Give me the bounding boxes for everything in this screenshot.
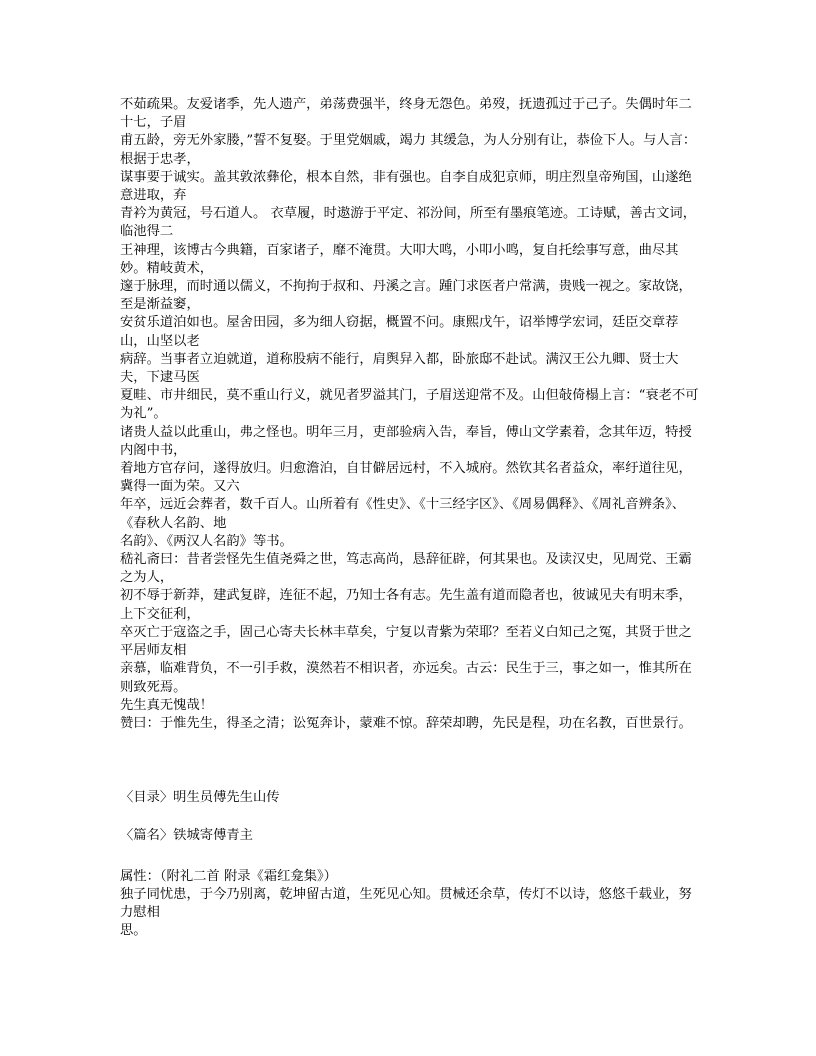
body-line: 卒灭亡于寇盗之手，固己心寄夫长林丰草矣，宁复以青紫为荣耶？至若义白知己之冤，其贤于世之平居师友相	[120, 624, 692, 659]
poem-line: 思。	[120, 923, 147, 939]
body-line: 青衿为黄冠，号石道人。 衣草履，时遨游于平定、祁汾间，所至有墨痕笔迹。工诗赋，善古文词，临池得二	[120, 206, 696, 240]
document-page	[120, 96, 700, 940]
body-line: 病辞。当事者立迫就道，道称股病不能行，肩舆舁入都，卧旅邸不赴试。满汉王公九卿、贤士大夫，下逮马医	[120, 351, 679, 386]
poem-line: 独子同忧患，于今乃别离，乾坤留古道，生死见心知。贯械还余草，传灯不以诗，悠悠千载业，努力慰相	[120, 886, 692, 920]
body-line: 不茹疏果。友爱诸季，先人遗产，弟荡费强半，终身无怨色。弟歿，抚遗孤过于己子。失偶时年二十七，子眉	[120, 97, 692, 131]
body-line: 名韵》、《两汉人名韵》等书。	[120, 533, 293, 549]
body-line: 赞曰：于惟先生，得圣之清；讼冤奔讣，蒙难不惊。辞荣却聘，先民是程，功在名教，百世景行。	[120, 715, 692, 731]
body-line: 嵇礼斋曰：昔者尝怪先生值尧舜之世，笃志高尚，恳辞征辟，何其果也。及读汉史，见周党、王霸之为人，	[120, 552, 692, 586]
body-line: 甫五龄，旁无外家媵，”誓不复娶。于里党姻戚，竭力 其缓急，为人分别有让，恭俭下人。与人言：根据于忠孝，	[120, 133, 697, 167]
body-line: 先生真无愧哉！	[120, 697, 214, 713]
body-line: 着地方官存问，遂得放归。归愈澹泊，自甘僻居远村，不入城府。然钦其名者益众，率纡道往见，冀得一面为荣。又六	[120, 461, 692, 495]
body-line: 夏畦、市井细民，莫不重山行义，就见者罗溢其门，子眉送迎常不及。山但敧倚榻上言：“衰老不可为礼”。	[120, 388, 699, 422]
body-line: 诸贵人益以此重山，弗之怪也。明年三月，吏部验病入告，奉旨，傅山文学素着，念其年迈，特授内阁中书，	[120, 424, 692, 458]
body-line: 年卒，远近会葬者，数千百人。山所着有《性史》、《十三经字区》、《周易偶释》、《周礼音辨条》、《春秋人名韵、地	[120, 497, 686, 531]
body-line: 初不辱于新莽，建武复辟，连征不起，乃知士各有志。先生盖有道而隐者也，彼诚见夫有明末季，上下交征利，	[120, 588, 692, 622]
biography-body	[120, 96, 700, 733]
section-title: 〈篇名〉铁城寄傅青主	[120, 828, 253, 844]
body-line: 王神理，该博古今典籍，百家诸子，靡不淹贯。大叩大鸣，小叩小鸣，复自托绘事写意，曲尽其妙。精岐黄术，	[120, 242, 679, 276]
body-line: 亲慕，临难背负，不一引手救，漠然若不相识者，亦远矣。古云：民生于三，事之如一，惟其所在则致死焉。	[120, 661, 692, 695]
body-line: 谋事要于诚实。盖其敦浓彝伦，根本自然，非有强也。自李自成犯京师，明庄烈皇帝殉国，山遂绝意进取，弃	[120, 169, 692, 204]
poem-body	[120, 886, 700, 941]
body-line: 邃于脉理，而时通以儒义，不拘拘于叔和、丹溪之言。踵门求医者户常满，贵贱一视之。家故饶，至是渐益窭，	[120, 279, 692, 313]
body-line: 安贫乐道泊如也。屋舍田园，多为细人窃据，概置不问。康熙戊午，诏举博学宏词，廷臣交章荐山，山坚以老	[120, 315, 679, 349]
toc-entry: 〈目录〉明生员傅先生山传	[120, 790, 280, 806]
attribute-line: 属性：（附礼二首 附录《霜红龛集》）	[120, 868, 337, 884]
